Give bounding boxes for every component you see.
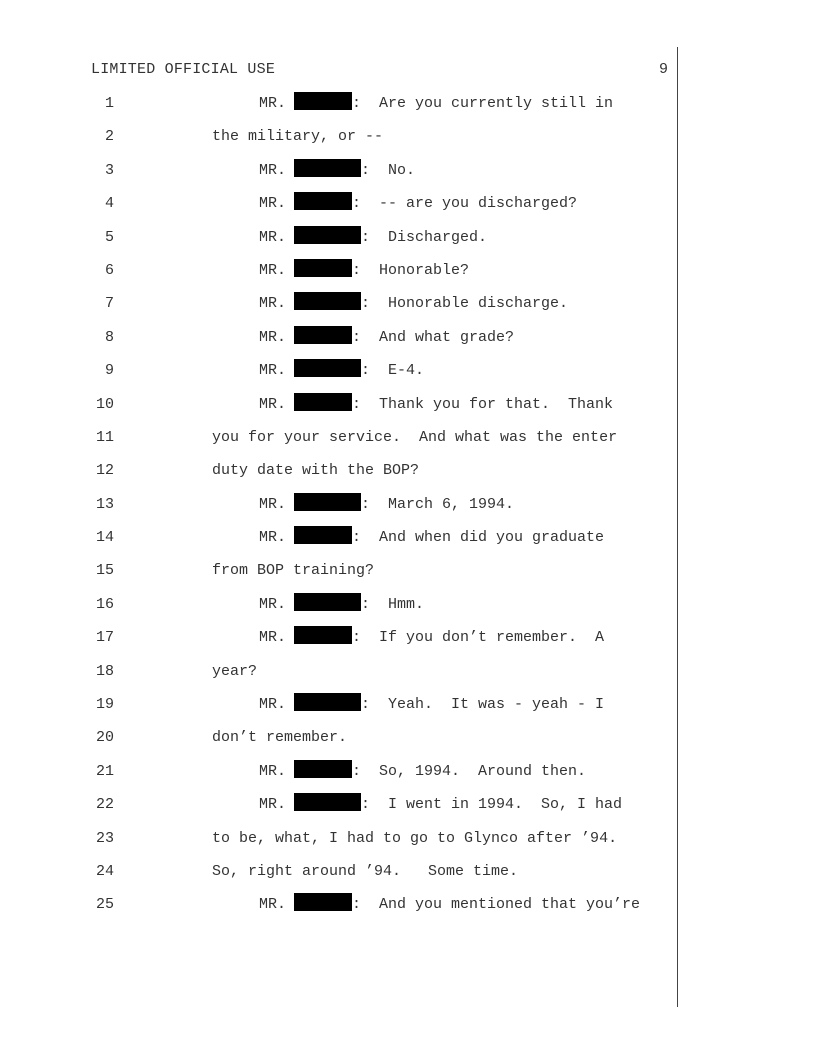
- line-number: 17: [95, 629, 114, 647]
- transcript-line: [0, 554, 816, 587]
- transcript-line: [0, 454, 816, 487]
- line-text: [259, 755, 586, 788]
- line-text: [212, 120, 383, 153]
- line-number: 18: [95, 662, 114, 680]
- transcript-line: [0, 521, 816, 554]
- line-number: 8: [104, 328, 114, 346]
- utterance-text: from BOP training?: [212, 562, 375, 580]
- redaction-bar: [294, 393, 352, 411]
- line-text: [259, 488, 514, 521]
- transcript-line: [0, 287, 816, 320]
- line-number: 24: [95, 862, 114, 880]
- line-text: [212, 855, 518, 888]
- utterance-text: to be, what, I had to go to Glynco after ’94.: [212, 829, 618, 847]
- line-text: [259, 388, 613, 421]
- utterance-text: : So, 1994. Around then.: [352, 762, 587, 780]
- line-number: 22: [95, 796, 114, 814]
- transcript-line: [0, 221, 816, 254]
- line-number: 5: [104, 228, 114, 246]
- transcript-line: [0, 421, 816, 454]
- speaker-prefix: MR.: [259, 261, 287, 279]
- utterance-text: : I went in 1994. So, I had: [361, 796, 623, 814]
- line-text: [212, 721, 347, 754]
- line-number: 10: [95, 395, 114, 413]
- line-text: [212, 454, 419, 487]
- speaker-prefix: MR.: [259, 95, 287, 112]
- transcript-lines: [0, 87, 816, 922]
- line-number: 4: [104, 195, 114, 213]
- utterance-text: : Honorable?: [352, 261, 470, 279]
- utterance-text: : And you mentioned that you’re: [352, 896, 641, 914]
- line-text: [259, 187, 577, 220]
- line-text: [259, 221, 487, 254]
- speaker-prefix: MR.: [259, 328, 287, 346]
- line-number: 3: [104, 161, 114, 179]
- line-number: 14: [95, 529, 114, 547]
- utterance-text: : And what grade?: [352, 328, 515, 346]
- redaction-bar: [294, 192, 352, 210]
- transcript-line: [0, 120, 816, 153]
- utterance-text: : No.: [361, 161, 416, 179]
- utterance-text: : -- are you discharged?: [352, 195, 578, 213]
- speaker-prefix: MR.: [259, 529, 287, 547]
- transcript-line: [0, 788, 816, 821]
- line-text: [212, 554, 374, 587]
- line-number: 2: [104, 128, 114, 146]
- transcript-line: [0, 488, 816, 521]
- redaction-bar: [294, 326, 352, 344]
- speaker-prefix: MR.: [259, 495, 287, 513]
- transcript-line: [0, 388, 816, 421]
- redaction-bar: [294, 226, 361, 244]
- utterance-text: : Honorable discharge.: [361, 295, 569, 313]
- utterance-text: you for your service. And what was the enter: [212, 428, 618, 446]
- redaction-bar: [294, 92, 352, 110]
- speaker-prefix: MR.: [259, 362, 287, 380]
- utterance-text: : And when did you graduate: [352, 529, 605, 547]
- line-number: 1: [104, 95, 114, 112]
- redaction-bar: [294, 493, 361, 511]
- line-number: 25: [95, 896, 114, 914]
- line-text: [259, 254, 469, 287]
- line-text: [259, 521, 604, 554]
- transcript-line: [0, 187, 816, 220]
- speaker-prefix: MR.: [259, 796, 287, 814]
- line-text: [259, 688, 604, 721]
- speaker-prefix: MR.: [259, 762, 287, 780]
- transcript-line: [0, 588, 816, 621]
- line-text: [259, 287, 568, 320]
- line-number: 16: [95, 595, 114, 613]
- transcript-line: [0, 822, 816, 855]
- redaction-bar: [294, 760, 352, 778]
- speaker-prefix: MR.: [259, 696, 287, 714]
- line-number: 11: [95, 428, 114, 446]
- redaction-bar: [294, 159, 361, 177]
- transcript-line: [0, 688, 816, 721]
- line-number: 13: [95, 495, 114, 513]
- transcript-line: [0, 855, 816, 888]
- speaker-prefix: MR.: [259, 161, 287, 179]
- line-number: 23: [95, 829, 114, 847]
- transcript-line: [0, 721, 816, 754]
- transcript-line: [0, 655, 816, 688]
- line-text: [259, 621, 604, 654]
- redaction-bar: [294, 526, 352, 544]
- line-text: [259, 354, 424, 387]
- utterance-text: : If you don’t remember. A: [352, 629, 605, 647]
- redaction-bar: [294, 893, 352, 911]
- speaker-prefix: MR.: [259, 395, 287, 413]
- speaker-prefix: MR.: [259, 295, 287, 313]
- transcript-line: [0, 755, 816, 788]
- redaction-bar: [294, 593, 361, 611]
- line-text: [259, 888, 640, 921]
- utterance-text: : Yeah. It was - yeah - I: [361, 696, 605, 714]
- utterance-text: don’t remember.: [212, 729, 348, 747]
- line-number: 19: [95, 696, 114, 714]
- line-text: [259, 154, 415, 187]
- transcript-line: [0, 621, 816, 654]
- transcript-line: [0, 87, 816, 120]
- transcript-line: [0, 254, 816, 287]
- redaction-bar: [294, 626, 352, 644]
- utterance-text: duty date with the BOP?: [212, 462, 420, 480]
- speaker-prefix: MR.: [259, 195, 287, 213]
- speaker-prefix: MR.: [259, 629, 287, 647]
- speaker-prefix: MR.: [259, 896, 287, 914]
- line-number: 20: [95, 729, 114, 747]
- page-number: 9: [658, 61, 668, 78]
- transcript-line: [0, 321, 816, 354]
- speaker-prefix: MR.: [259, 228, 287, 246]
- redaction-bar: [294, 793, 361, 811]
- line-text: [259, 588, 424, 621]
- transcript-line: [0, 154, 816, 187]
- line-number: 21: [95, 762, 114, 780]
- utterance-text: : Discharged.: [361, 228, 488, 246]
- line-text: [212, 822, 617, 855]
- line-text: [259, 87, 613, 120]
- line-number: 9: [104, 362, 114, 380]
- utterance-text: : Are you currently still in: [352, 95, 614, 112]
- line-number: 12: [95, 462, 114, 480]
- utterance-text: : Hmm.: [361, 595, 425, 613]
- line-number: 7: [104, 295, 114, 313]
- transcript-line: [0, 888, 816, 921]
- redaction-bar: [294, 359, 361, 377]
- utterance-text: the military, or --: [212, 128, 384, 146]
- line-text: [259, 788, 622, 821]
- utterance-text: : March 6, 1994.: [361, 495, 515, 513]
- line-number: 6: [104, 261, 114, 279]
- redaction-bar: [294, 259, 352, 277]
- redaction-bar: [294, 292, 361, 310]
- utterance-text: : Thank you for that. Thank: [352, 395, 614, 413]
- header-classification: LIMITED OFFICIAL USE: [91, 61, 276, 78]
- line-text: [212, 655, 257, 688]
- speaker-prefix: MR.: [259, 595, 287, 613]
- utterance-text: So, right around ’94. Some time.: [212, 862, 519, 880]
- utterance-text: : E-4.: [361, 362, 425, 380]
- utterance-text: year?: [212, 662, 258, 680]
- transcript-line: [0, 354, 816, 387]
- line-number: 15: [95, 562, 114, 580]
- redaction-bar: [294, 693, 361, 711]
- line-text: [212, 421, 617, 454]
- line-text: [259, 321, 514, 354]
